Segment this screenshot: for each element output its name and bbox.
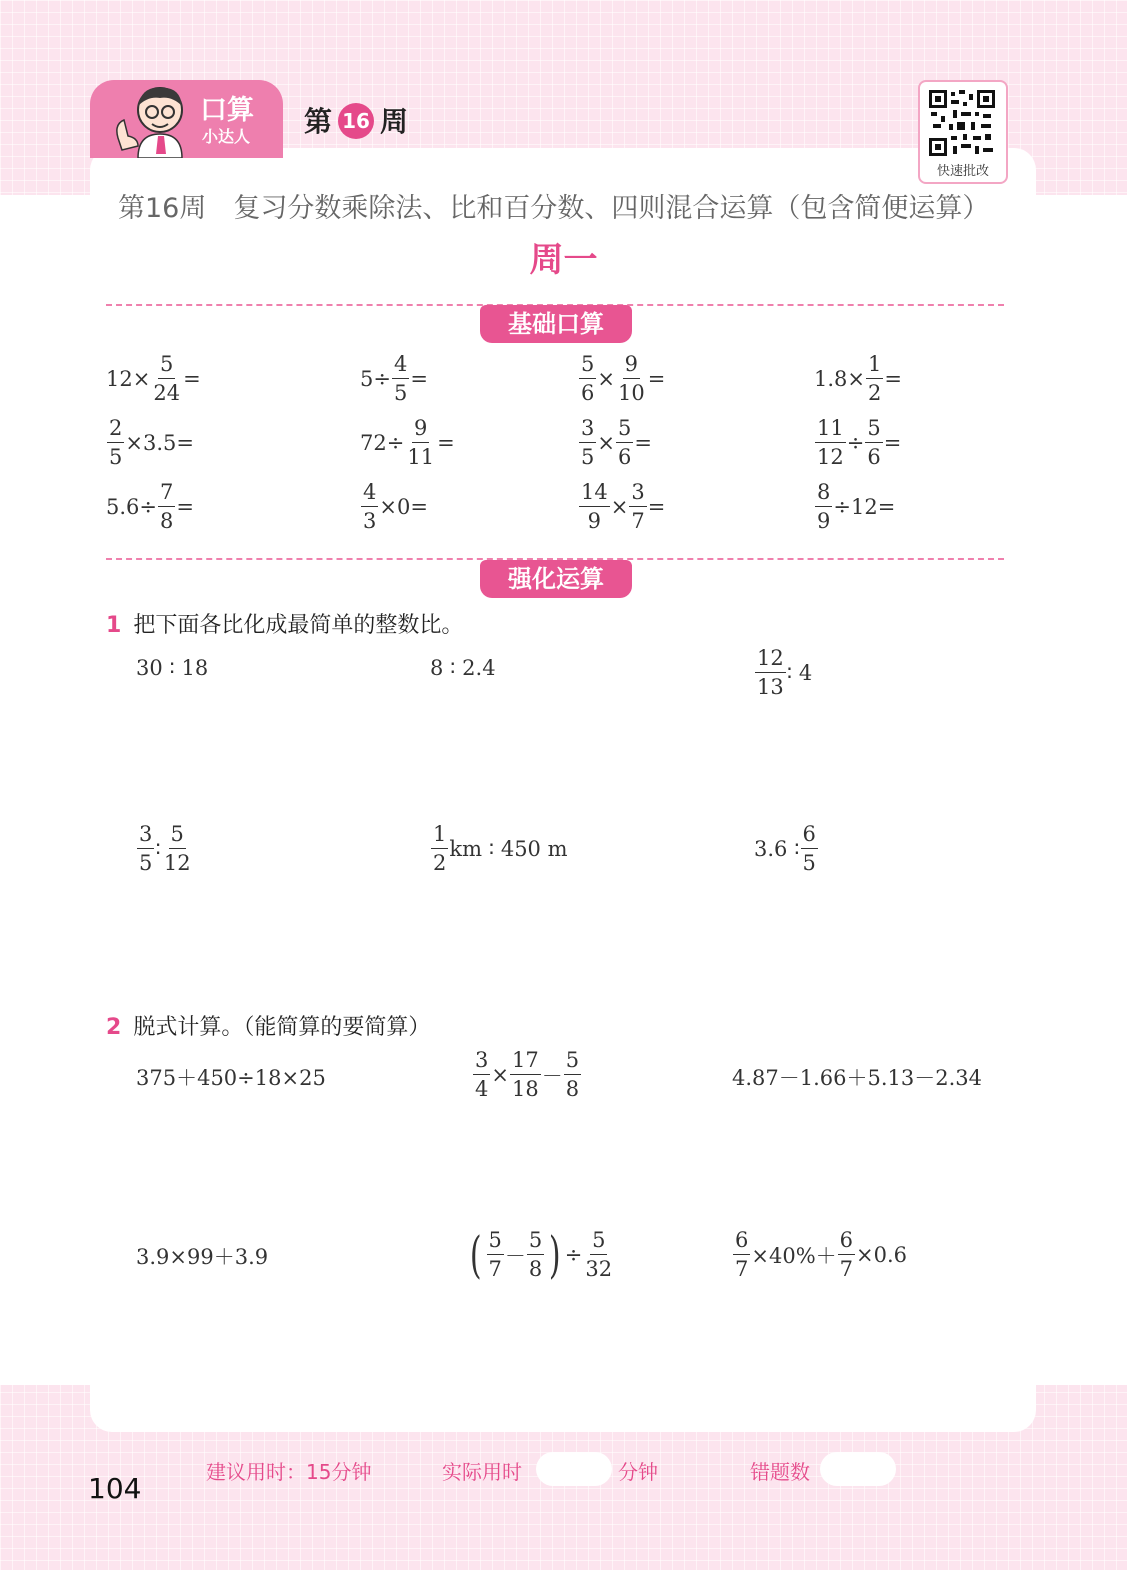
question-number: 2 xyxy=(106,1015,122,1040)
ratio-problem: 3.6 ∶ 6 5 xyxy=(754,822,816,875)
fraction: $\frac{3}{5}$ xyxy=(581,416,595,469)
basic-problem: $\frac{8}{9}$ ÷12= xyxy=(817,480,896,533)
mascot-icon xyxy=(108,84,194,158)
fraction: 12 13 xyxy=(757,646,784,699)
problem-text: 30 ∶ 18 xyxy=(136,656,209,680)
basic-problem: $\frac{11}{12}$ ÷ $\frac{5}{6}$ = xyxy=(817,416,902,469)
basic-problem: $\frac{5}{6}$ × $\frac{9}{10}$ = xyxy=(581,352,666,405)
fraction: 5 8 xyxy=(565,1048,580,1101)
ratio-problem: 12 13 ∶ 4 xyxy=(757,646,813,699)
fraction: $\frac{3}{4}$ xyxy=(475,1048,489,1101)
basic-problem: 5.6÷ $\frac{7}{8}$ = xyxy=(106,480,194,533)
problem-text: 8 ∶ 2.4 xyxy=(430,656,496,680)
fraction: $\frac{17}{18}$ xyxy=(511,1048,539,1101)
basic-problem: $\frac{4}{3}$ ×0= xyxy=(363,480,428,533)
fraction: $\frac{6}{7}$ xyxy=(839,1228,854,1281)
badge-subtitle: 小达人 xyxy=(202,127,251,146)
fraction: $\frac{5}{6}$ xyxy=(867,416,881,469)
section-tag-strengthen: 强化运算 xyxy=(480,560,632,598)
question-number: 1 xyxy=(106,613,122,638)
fraction: $\frac{9}{10}$ xyxy=(617,352,645,405)
basic-problem: 1.8× $\frac{1}{2}$ = xyxy=(814,352,902,405)
fraction: 1 2 xyxy=(433,822,447,875)
page-heading: 第16周 复习分数乘除法、比和百分数、四则混合运算（包含简便运算） xyxy=(118,193,990,224)
section-tag-basic: 基础口算 xyxy=(480,305,632,343)
basic-problem: 12× $\frac{5}{24}$ = xyxy=(106,352,201,405)
oral-calc-badge xyxy=(90,80,283,158)
ratio-problem: 3 5 ∶ 5 12 xyxy=(139,822,191,875)
actual-time-field[interactable] xyxy=(536,1452,612,1486)
fraction: $\frac{7}{8}$ xyxy=(160,480,174,533)
week-label xyxy=(304,100,408,141)
calc-problem: 4.87－1.66＋5.13－2.34 xyxy=(732,1066,983,1090)
basic-problem: $\frac{3}{5}$ × $\frac{5}{6}$ = xyxy=(581,416,652,469)
week-suffix: 周 xyxy=(380,105,409,138)
calc-problem: $\frac{6}{7}$ ×40%＋ $\frac{6}{7}$ ×0.6 xyxy=(735,1228,908,1281)
fraction: 5 7 xyxy=(488,1228,502,1281)
calc-problem: $\frac{3}{4}$ × $\frac{17}{18}$ － 5 8 xyxy=(475,1048,580,1101)
fraction: $\frac{11}{12}$ xyxy=(817,416,844,469)
fraction: $\frac{8}{9}$ xyxy=(817,480,831,533)
day-title: 周一 xyxy=(529,240,598,280)
minutes-label: 分钟 xyxy=(618,1460,658,1484)
question-text: 把下面各比化成最简单的整数比。 xyxy=(133,613,464,638)
qr-caption: 快速批改 xyxy=(936,164,989,179)
fraction: $\frac{14}{9}$ xyxy=(581,480,608,533)
fraction: 3 5 xyxy=(139,822,153,875)
fraction: $\frac{5}{32}$ xyxy=(585,1228,613,1281)
calc-problem: 375＋450÷18×25 xyxy=(136,1066,326,1090)
ratio-problem xyxy=(430,656,496,680)
fraction: $\frac{5}{6}$ xyxy=(617,416,632,469)
fraction: 6 5 xyxy=(802,822,816,875)
fraction: 5 8 xyxy=(528,1228,543,1281)
fraction: $\frac{5}{24}$ xyxy=(153,352,181,405)
fraction: $\frac{3}{7}$ xyxy=(631,480,645,533)
calc-problem: 3.9×99＋3.9 xyxy=(136,1245,269,1269)
question-1 xyxy=(106,608,463,639)
errors-label: 错题数 xyxy=(750,1460,810,1484)
fraction: $\frac{1}{2}$ xyxy=(868,352,882,405)
fraction: 5 12 xyxy=(163,822,191,875)
page-number: 104 xyxy=(88,1472,142,1505)
suggested-time: 建议用时：15分钟 xyxy=(206,1460,372,1484)
basic-problem: 72÷ $\frac{9}{11}$ = xyxy=(360,416,455,469)
basic-problem: $\frac{14}{9}$ × $\frac{3}{7}$ = xyxy=(581,480,666,533)
actual-time-label: 实际用时 xyxy=(442,1460,522,1484)
qr-code-icon xyxy=(927,88,997,158)
fraction: $\frac{9}{11}$ xyxy=(407,416,435,469)
question-2 xyxy=(106,1010,430,1041)
qr-code[interactable] xyxy=(918,80,1008,184)
week-prefix: 第 xyxy=(304,105,333,138)
fraction: $\frac{4}{3}$ xyxy=(363,480,377,533)
fraction: $\frac{6}{7}$ xyxy=(735,1228,749,1281)
fraction: $\frac{4}{5}$ xyxy=(393,352,408,405)
question-text: 脱式计算。（能简算的要简算） xyxy=(133,1015,431,1040)
fraction: $\frac{2}{5}$ xyxy=(109,416,123,469)
errors-field[interactable] xyxy=(820,1452,896,1486)
calc-problem: ( 5 7 － 5 8 ) ÷ $\frac{5}{32}$ xyxy=(469,1225,613,1284)
ratio-problem: 1 2 km ∶ 450 m xyxy=(433,822,568,875)
ratio-problem xyxy=(136,656,208,680)
basic-problem: 5÷ $\frac{4}{5}$ = xyxy=(360,352,428,405)
fraction: $\frac{5}{6}$ xyxy=(581,352,595,405)
week-number-badge: 16 xyxy=(338,103,374,139)
badge-title: 口算 xyxy=(200,95,254,126)
basic-problem: $\frac{2}{5}$ ×3.5= xyxy=(109,416,194,469)
